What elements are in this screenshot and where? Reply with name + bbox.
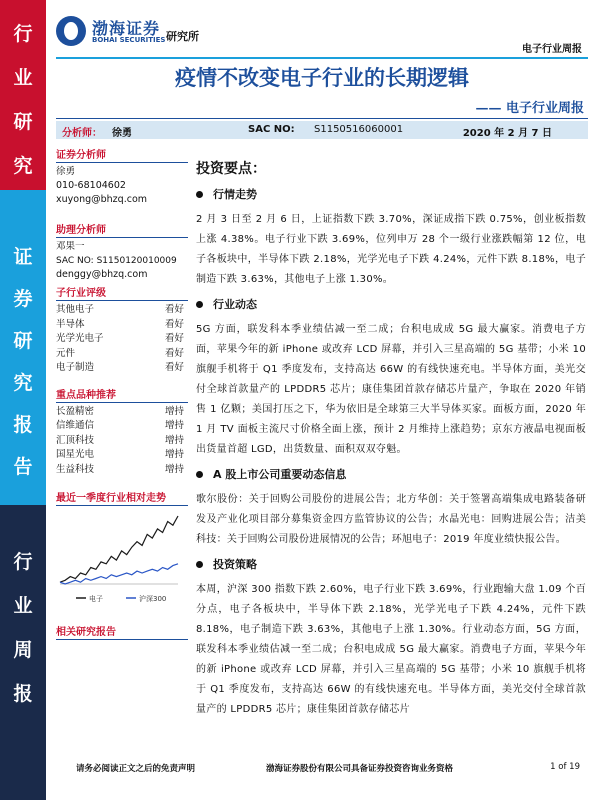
picks-section-title: 重点品种推荐	[56, 386, 188, 403]
chart-section-title: 最近一季度行业相对走势	[56, 489, 188, 506]
section-title: 投资策略	[213, 558, 257, 571]
pick-value: 增持	[164, 463, 184, 475]
relative-trend-chart	[56, 512, 184, 604]
pick-row	[56, 463, 188, 478]
rating-list	[56, 303, 188, 376]
pick-row	[56, 434, 188, 449]
band-char: 究	[13, 155, 33, 177]
section-heading	[196, 186, 586, 202]
rating-name: 半导体	[56, 318, 85, 330]
rating-row	[56, 318, 188, 333]
analyst-name-line: 徐勇	[56, 166, 76, 177]
band-char: 券	[13, 288, 33, 310]
rating-value: 看好	[164, 333, 184, 344]
sac-label: SAC NO:	[248, 124, 295, 135]
section-title: A 股上市公司重要动态信息	[213, 468, 347, 481]
rating-row	[56, 347, 188, 362]
band-char: 业	[13, 67, 33, 89]
section-heading	[196, 466, 586, 482]
footer-disclaimer: 请务必阅读正文之后的免责声明	[76, 764, 196, 774]
analyst-phone: 010-68104602	[56, 180, 126, 191]
page-subtitle: —— 电子行业周报	[475, 101, 584, 116]
page-title: 疫情不改变电子行业的长期逻辑	[175, 65, 469, 90]
series-line-0	[60, 516, 178, 582]
title-divider	[56, 118, 588, 119]
footer-company: 渤海证券股份有限公司具备证券投资咨询业务资格	[266, 764, 454, 774]
legend-label: 沪深300	[139, 595, 167, 603]
band-char: 报	[13, 414, 33, 436]
main-content	[196, 158, 586, 724]
section-paragraph: 歌尔股份：关于回购公司股份的进展公告；北方华创：关于签署高端集成电路装备研发及产业化项目部分募集资金四方监管协议的公告；水晶光电：回购进展公告；洁美科技：关于回购公司股份进展情况的公告；环旭电子：2019 年度业绩快报公告。	[196, 494, 586, 545]
section-paragraph: 本周，沪深 300 指数下跌 2.60%，电子行业下跌 3.69%，行业跑输大盘 1.09 个百分点，电子各板块中，半导体下跌 2.18%，光学光电子下跌 4.24%，元件下跌 8.18%，电子制造下跌 3.63%，其他电子上涨 1.30%。行业动态方面，5G 方面，联发科本季业绩估减一至二成；台积电成成 5G 最大赢家。消费电子方面，苹果今年的新 iPhone 或改弃 LCD 屏幕，并引入三星高端的 5G 基带；小米 10 旗舰手机将于 Q1 季度发布，支持高达 66W 的有线快速充电。半导体方面，美光交付全球首款量产的 LPDDR5 芯片；康佳集团首款存储芯片	[196, 584, 586, 715]
logo-en: BOHAI SECURITIES	[92, 36, 166, 44]
pick-value: 增持	[164, 449, 184, 460]
pick-value: 增持	[164, 420, 184, 431]
pick-name: 汇顶科技	[56, 434, 95, 446]
assistant-name: 邓果一	[56, 241, 85, 252]
pick-name: 生益科技	[56, 463, 95, 475]
band-char: 周	[13, 639, 33, 661]
page-footer	[46, 756, 600, 800]
assistant-sac: SAC NO: S1150120010009	[56, 256, 177, 266]
band-char: 告	[13, 456, 33, 478]
pick-value: 增持	[164, 405, 184, 417]
related-section-title: 相关研究报告	[56, 623, 188, 640]
rating-name: 其他电子	[56, 304, 95, 315]
section-paragraph: 2 月 3 日至 2 月 6 日，上证指数下跌 3.70%，深证成指下跌 0.75%，创业板指数上涨 4.38%。电子行业下跌 3.69%，位列申万 28 个一级行业涨跌幅第 12 位，电子各板块中，半导体下跌 2.18%，光学光电子下跌 4.24%，元件下跌 8.18%，电子制造下跌 3.63%，其他电子上涨 1.30%。	[196, 214, 586, 285]
section-heading	[196, 556, 586, 572]
rating-name: 电子制造	[56, 362, 95, 373]
rating-section-title: 子行业评级	[56, 284, 188, 301]
report-date: 2020 年 2 月 7 日	[462, 128, 552, 139]
section-paragraph: 5G 方面，联发科本季业绩估减一至二成；台积电成成 5G 最大赢家。消费电子方面，苹果今年的新 iPhone 或改弃 LCD 屏幕，并引入三星高端的 5G 基带；小米 10 旗舰手机将于 Q1 季度发布，支持高达 66W 的有线快速充电。半导体方面，美光交付全球首款量产的 LPDDR5 芯片；康佳集团首款存储芯片量产，争取在 2020 年销售 1 亿颗；美国打压之下，华为依旧是全球第三大半导体买家。面板方面，2020 年 1 月 TV 面板主流尺寸价格全面上涨，预计 2 月维持上涨趋势；京东方液晶电视面板出货量首超 LGD，出货数量、面积双双夺魁。	[196, 324, 586, 455]
pick-row	[56, 405, 188, 420]
rating-name: 元件	[56, 347, 76, 359]
rating-value: 看好	[164, 362, 184, 373]
band-char: 究	[13, 372, 33, 394]
bullet-icon	[196, 301, 203, 308]
sidebar	[56, 146, 188, 642]
analyst-email[interactable]: xuyong@bhzq.com	[56, 194, 148, 205]
rating-row	[56, 361, 188, 376]
analyst-name: 徐勇	[112, 128, 132, 139]
band-label-weekly	[0, 540, 46, 716]
pick-name: 国星光电	[56, 449, 95, 460]
rating-row	[56, 303, 188, 318]
analyst-section-title: 证券分析师	[56, 146, 188, 163]
band-label-securities-report	[0, 236, 46, 488]
bullet-icon	[196, 471, 203, 478]
pick-value: 增持	[164, 434, 184, 446]
rating-row	[56, 332, 188, 347]
pick-row	[56, 448, 188, 463]
sac-number: S1150516060001	[314, 124, 404, 135]
pick-row	[56, 419, 188, 434]
bullet-icon	[196, 561, 203, 568]
band-label-industry-research	[0, 12, 46, 188]
section-heading	[196, 296, 586, 312]
footer-page: 1 of 19	[550, 762, 580, 772]
band-char: 行	[13, 551, 33, 573]
main-heading: 投资要点：	[196, 161, 266, 177]
bullet-icon	[196, 191, 203, 198]
section-title: 行情走势	[213, 188, 257, 201]
sections-container	[196, 186, 586, 720]
rating-value: 看好	[164, 304, 184, 315]
pick-name: 信维通信	[56, 420, 95, 431]
band-char: 研	[13, 330, 33, 352]
series-line-1	[60, 564, 178, 584]
institute-label: 研究所	[166, 30, 199, 43]
analyst-info-bar	[56, 121, 588, 139]
band-char: 业	[13, 595, 33, 617]
rating-value: 看好	[164, 347, 184, 359]
band-char: 报	[13, 683, 33, 705]
rating-name: 光学光电子	[56, 333, 104, 344]
bohai-logo-icon	[56, 16, 86, 46]
analyst-label: 分析师：	[62, 128, 102, 139]
band-char: 行	[13, 23, 33, 45]
logo-cn: 渤海证券	[92, 19, 161, 38]
rating-value: 看好	[164, 318, 184, 330]
pick-name: 长盈精密	[56, 405, 95, 417]
assistant-section-title: 助理分析师	[56, 221, 188, 238]
assistant-email[interactable]: denggy@bhzq.com	[56, 269, 148, 280]
page-header	[56, 14, 588, 54]
report-type: 电子行业周报	[522, 44, 582, 55]
band-char: 研	[13, 111, 33, 133]
band-char: 证	[13, 246, 33, 268]
legend-label: 电子	[89, 595, 103, 603]
header-divider	[56, 57, 588, 59]
section-title: 行业动态	[213, 298, 257, 311]
picks-list	[56, 405, 188, 478]
